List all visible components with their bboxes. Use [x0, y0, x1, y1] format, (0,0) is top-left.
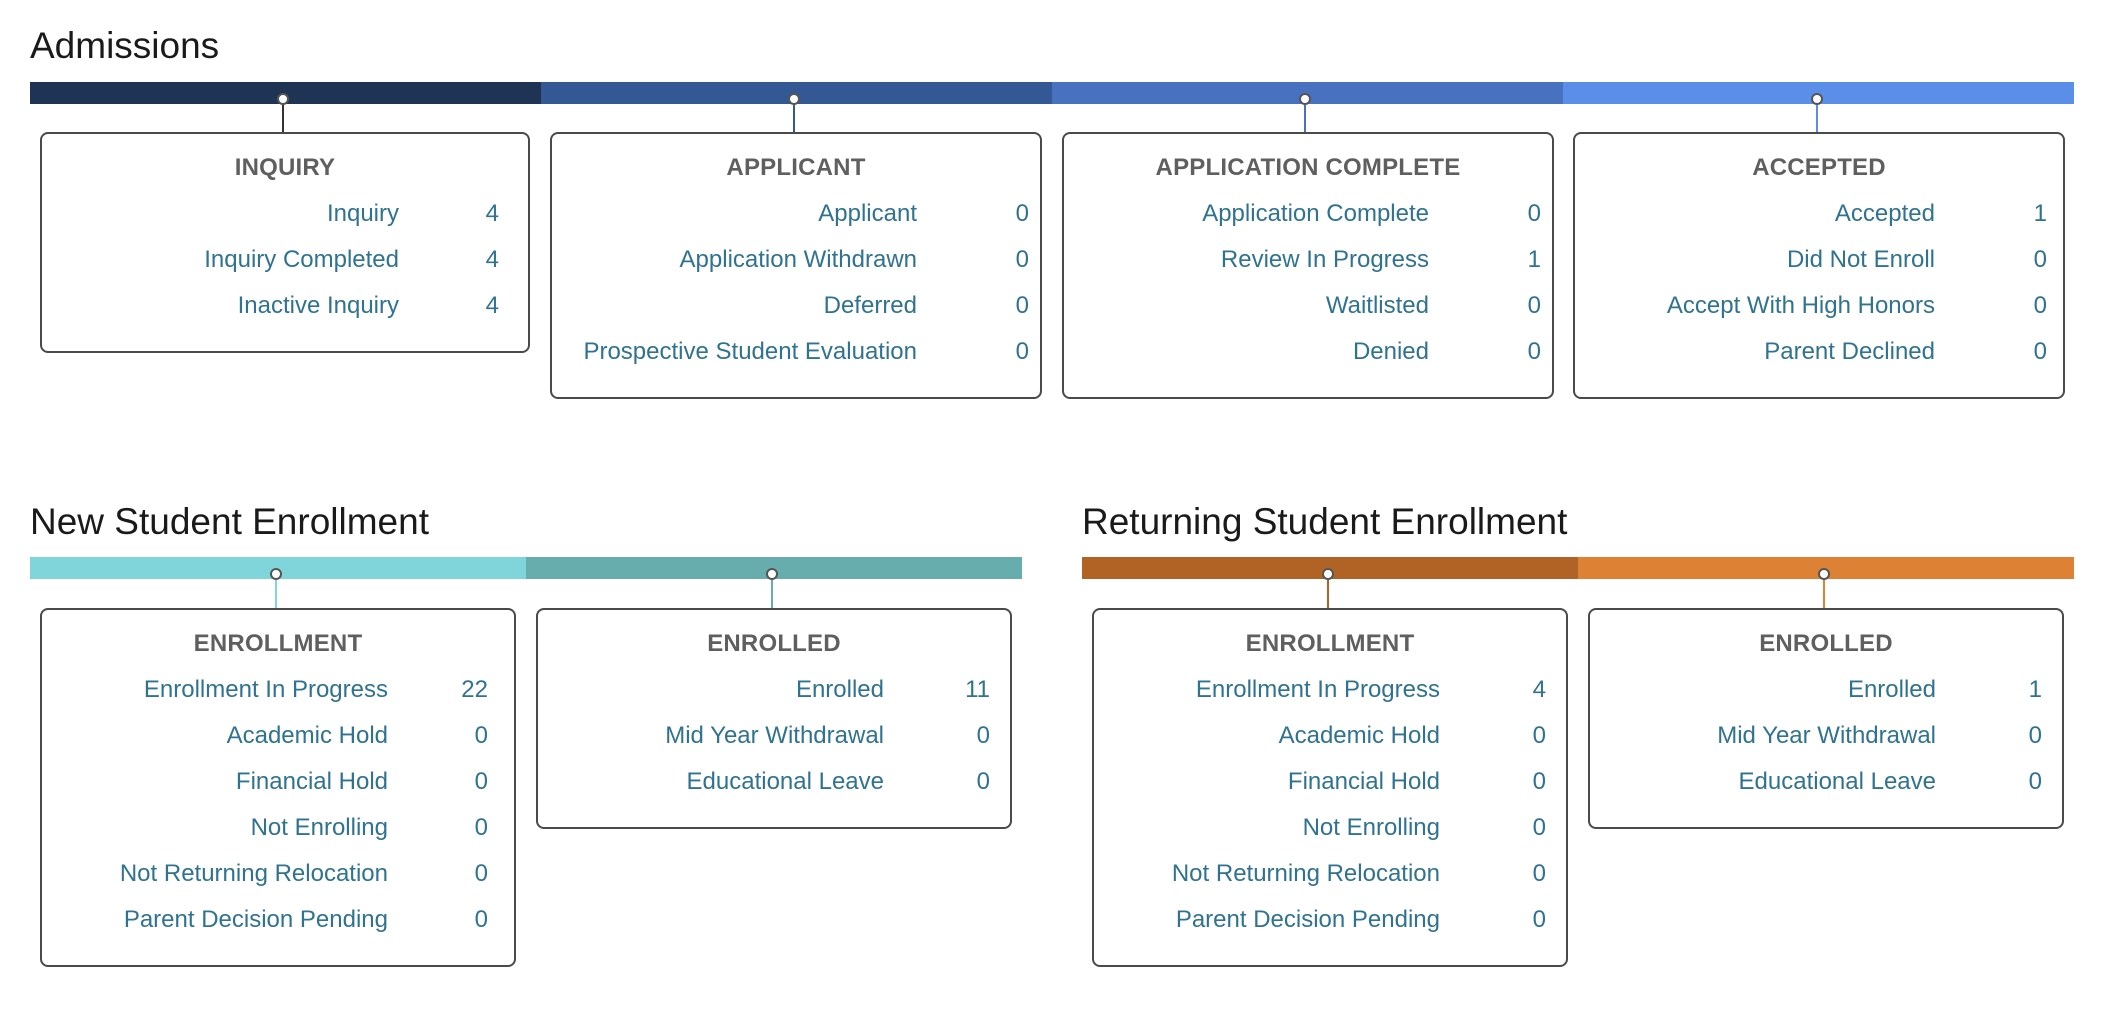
status-label[interactable]: Parent Decision Pending	[1175, 906, 1440, 933]
stage-connector-dot	[788, 93, 800, 105]
status-label[interactable]: Educational Leave	[1738, 768, 1936, 795]
status-count[interactable]: 0	[1532, 906, 1546, 933]
status-row-application-withdrawn[interactable]	[552, 237, 1040, 283]
status-row-parent-declined[interactable]	[1575, 329, 2063, 375]
status-label[interactable]: Not Enrolling	[250, 814, 388, 841]
status-count[interactable]: 0	[2033, 292, 2047, 319]
status-row-inquiry-completed[interactable]	[42, 237, 528, 283]
status-count[interactable]: 0	[1527, 292, 1541, 319]
status-count[interactable]: 4	[1532, 676, 1546, 703]
status-row-enrolled[interactable]	[1590, 667, 2062, 713]
stage-card-accepted	[1573, 132, 2065, 399]
status-label[interactable]: Applicant	[818, 200, 917, 227]
status-count[interactable]: 0	[1015, 200, 1029, 227]
status-row-enrollment-in-progress[interactable]	[1094, 667, 1566, 713]
status-count[interactable]: 1	[1527, 246, 1541, 273]
stage-connector-dot	[1299, 93, 1311, 105]
returning-enrollment-title: Returning Student Enrollment	[1082, 501, 1568, 542]
stage-card-enrolled	[1588, 608, 2064, 829]
new-enrollment-pipeline-bar	[30, 557, 1022, 579]
stage-connector-line	[1327, 580, 1329, 608]
status-count[interactable]: 0	[1015, 338, 1029, 365]
stage-card-enrolled	[536, 608, 1012, 829]
status-count[interactable]: 0	[474, 814, 488, 841]
status-label[interactable]: Prospective Student Evaluation	[583, 338, 917, 365]
status-count[interactable]: 4	[485, 292, 499, 319]
stage-connector-line	[275, 580, 277, 608]
stage-card-enrollment	[40, 608, 516, 967]
status-row-not-returning-relocation[interactable]	[1094, 851, 1566, 897]
status-label[interactable]: Waitlisted	[1325, 292, 1429, 319]
admissions-pipeline-bar	[30, 82, 2074, 104]
status-label[interactable]: Mid Year Withdrawal	[665, 722, 884, 749]
stage-card-title: ENROLLMENT	[1245, 630, 1415, 657]
status-label[interactable]: Deferred	[823, 292, 917, 319]
status-label[interactable]: Academic Hold	[1278, 722, 1440, 749]
status-row-educational-leave[interactable]	[1590, 759, 2062, 805]
status-label[interactable]: Enrolled	[1847, 676, 1936, 703]
status-count[interactable]: 11	[965, 676, 990, 703]
status-row-application-complete[interactable]	[1064, 191, 1552, 237]
status-row-academic-hold[interactable]	[42, 713, 514, 759]
status-label[interactable]: Enrollment In Progress	[143, 676, 388, 703]
status-row-inactive-inquiry[interactable]	[42, 283, 528, 329]
stage-connector-line	[1816, 105, 1818, 132]
stage-card-title: APPLICANT	[726, 154, 866, 181]
stage-connector-dot	[277, 93, 289, 105]
status-count[interactable]: 0	[1015, 246, 1029, 273]
new-enrollment-title: New Student Enrollment	[30, 501, 429, 542]
status-count[interactable]: 0	[2033, 338, 2047, 365]
status-row-mid-year-withdrawal[interactable]	[538, 713, 1010, 759]
status-label[interactable]: Financial Hold	[235, 768, 388, 795]
stage-connector-line	[282, 105, 284, 132]
status-label[interactable]: Did Not Enroll	[1786, 246, 1935, 273]
status-label[interactable]: Review In Progress	[1220, 246, 1429, 273]
stage-card-title: ENROLLED	[1759, 630, 1893, 657]
status-count[interactable]: 0	[2028, 722, 2042, 749]
status-count[interactable]: 0	[474, 906, 488, 933]
status-count[interactable]: 0	[976, 722, 990, 749]
status-label[interactable]: Accepted	[1834, 200, 1935, 227]
status-label[interactable]: Enrolled	[795, 676, 884, 703]
stage-card-title: ENROLLMENT	[193, 630, 363, 657]
stage-connector-dot	[1322, 568, 1334, 580]
stage-connector-dot	[270, 568, 282, 580]
status-row-prospective-student-evaluation[interactable]	[552, 329, 1040, 375]
status-count[interactable]: 1	[2028, 676, 2042, 703]
stage-card-title: ACCEPTED	[1752, 154, 1886, 181]
stage-connector-dot	[766, 568, 778, 580]
status-label[interactable]: Mid Year Withdrawal	[1717, 722, 1936, 749]
status-label[interactable]: Inquiry	[326, 200, 399, 227]
stage-card-application-complete	[1062, 132, 1554, 399]
stage-card-inquiry	[40, 132, 530, 353]
status-count[interactable]: 22	[461, 676, 488, 703]
status-label[interactable]: Inactive Inquiry	[237, 292, 399, 319]
status-row-accepted[interactable]	[1575, 191, 2063, 237]
status-row-accept-with-high-honors[interactable]	[1575, 283, 2063, 329]
status-label[interactable]: Not Enrolling	[1302, 814, 1440, 841]
status-count[interactable]: 0	[1532, 768, 1546, 795]
stage-card-title: ENROLLED	[707, 630, 841, 657]
status-row-did-not-enroll[interactable]	[1575, 237, 2063, 283]
status-row-enrolled[interactable]	[538, 667, 1010, 713]
status-row-educational-leave[interactable]	[538, 759, 1010, 805]
status-label[interactable]: Application Withdrawn	[679, 246, 917, 273]
status-row-academic-hold[interactable]	[1094, 713, 1566, 759]
status-row-financial-hold[interactable]	[1094, 759, 1566, 805]
stage-card-title: INQUIRY	[234, 154, 336, 181]
status-label[interactable]: Not Returning Relocation	[1171, 860, 1440, 887]
status-count[interactable]: 0	[1532, 814, 1546, 841]
status-count[interactable]: 0	[2028, 768, 2042, 795]
status-row-not-enrolling[interactable]	[1094, 805, 1566, 851]
status-label[interactable]: Financial Hold	[1287, 768, 1440, 795]
status-row-review-in-progress[interactable]	[1064, 237, 1552, 283]
status-row-financial-hold[interactable]	[42, 759, 514, 805]
stage-card-title: APPLICATION COMPLETE	[1155, 154, 1461, 181]
status-count[interactable]: 0	[1532, 860, 1546, 887]
status-count[interactable]: 0	[474, 768, 488, 795]
status-row-enrollment-in-progress[interactable]	[42, 667, 514, 713]
status-row-not-enrolling[interactable]	[42, 805, 514, 851]
status-label[interactable]: Educational Leave	[686, 768, 884, 795]
status-label[interactable]: Parent Declined	[1764, 338, 1935, 365]
status-row-deferred[interactable]	[552, 283, 1040, 329]
returning-enrollment-pipeline-bar	[1082, 557, 2074, 579]
status-count[interactable]: 0	[474, 860, 488, 887]
admissions-title: Admissions	[30, 25, 220, 66]
stage-connector-dot	[1818, 568, 1830, 580]
stage-connector-line	[771, 580, 773, 608]
stage-connector-dot	[1811, 93, 1823, 105]
status-label[interactable]: Application Complete	[1202, 200, 1429, 227]
status-count[interactable]: 0	[2033, 246, 2047, 273]
status-label[interactable]: Parent Decision Pending	[123, 906, 388, 933]
status-row-denied[interactable]	[1064, 329, 1552, 375]
stage-connector-line	[1823, 580, 1825, 608]
status-row-parent-decision-pending[interactable]	[1094, 897, 1566, 943]
status-count[interactable]: 0	[474, 722, 488, 749]
stage-connector-line	[1304, 105, 1306, 132]
status-label[interactable]: Academic Hold	[226, 722, 388, 749]
status-label[interactable]: Denied	[1352, 338, 1429, 365]
status-row-waitlisted[interactable]	[1064, 283, 1552, 329]
status-row-not-returning-relocation[interactable]	[42, 851, 514, 897]
status-row-mid-year-withdrawal[interactable]	[1590, 713, 2062, 759]
status-label[interactable]: Enrollment In Progress	[1195, 676, 1440, 703]
status-count[interactable]: 0	[976, 768, 990, 795]
status-count[interactable]: 1	[2033, 200, 2047, 227]
status-row-parent-decision-pending[interactable]	[42, 897, 514, 943]
status-count[interactable]: 4	[485, 200, 499, 227]
status-count[interactable]: 0	[1015, 292, 1029, 319]
status-row-inquiry[interactable]	[42, 191, 528, 237]
stage-card-applicant	[550, 132, 1042, 399]
status-count[interactable]: 4	[485, 246, 499, 273]
status-count[interactable]: 0	[1527, 338, 1541, 365]
status-label[interactable]: Inquiry Completed	[204, 246, 399, 273]
status-label[interactable]: Not Returning Relocation	[119, 860, 388, 887]
status-count[interactable]: 0	[1527, 200, 1541, 227]
stage-card-enrollment	[1092, 608, 1568, 967]
stage-connector-line	[793, 105, 795, 132]
status-row-applicant[interactable]	[552, 191, 1040, 237]
status-label[interactable]: Accept With High Honors	[1666, 292, 1935, 319]
status-count[interactable]: 0	[1532, 722, 1546, 749]
